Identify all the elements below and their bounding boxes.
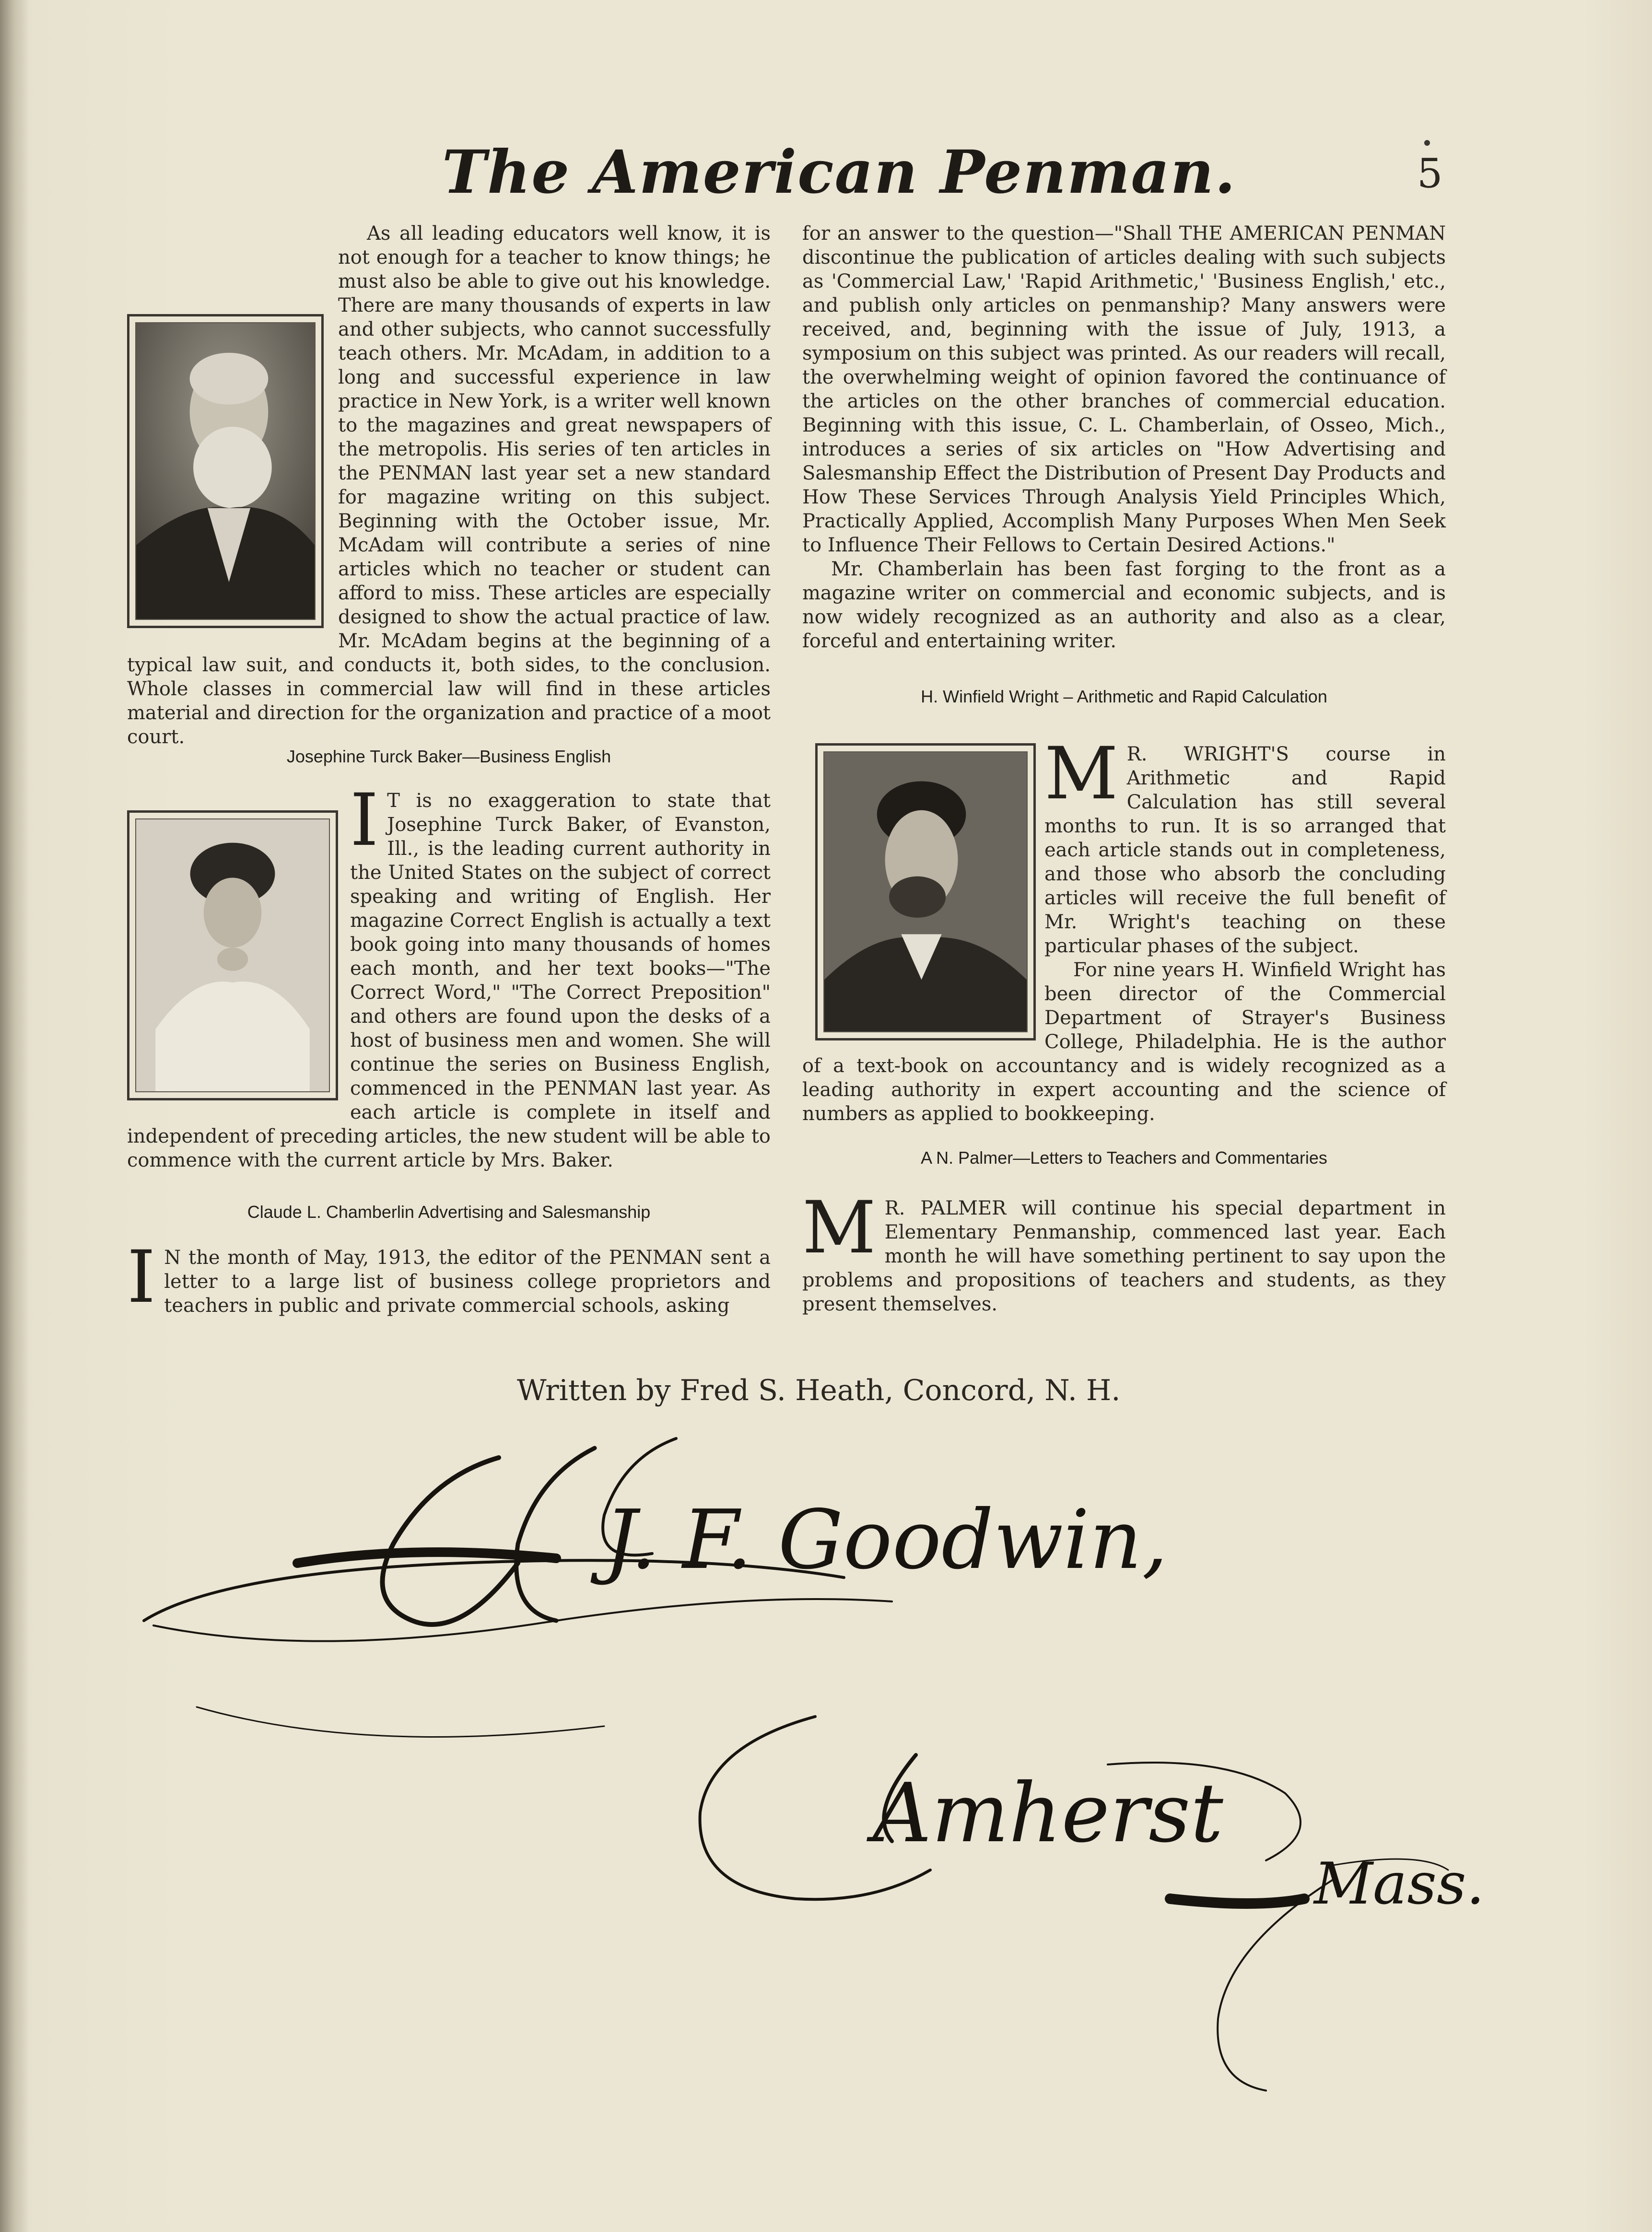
baker-heading: Josephine Turck Baker—Business English bbox=[286, 747, 611, 766]
baker-dropcap: I bbox=[350, 779, 379, 862]
signature-line-goodwin: J. F. Goodwin, bbox=[604, 1493, 1168, 1588]
right-chamberlin-text bbox=[802, 222, 1446, 653]
signature-line-amherst: Amherst bbox=[873, 1766, 1223, 1861]
chamberlin-paragraph: N the month of May, 1913, the editor of the PENMAN sent a letter to a large list of business college proprietors and teachers in public and private commercial schools, asking bbox=[164, 1247, 771, 1317]
wright-paragraph-2: For nine years H. Winfield Wright has been director of the Commercial Department of Strayer's Business College, Philadelphia. He is the author of a text-book on accountancy and is widely recognized as a leading authority in expert accounting and the science of numbers as applied to bookkeeping. bbox=[802, 959, 1446, 1125]
wright-text bbox=[802, 732, 1446, 1126]
chamberlin-cont-paragraph-2: Mr. Chamberlain has been fast forging to the front as a magazine writer on commercial and economic subjects, and is now widely recognized as an authority and also as a clear, forceful and entertaining writer. bbox=[802, 558, 1446, 652]
written-by-caption: Written by Fred S. Heath, Concord, N. H. bbox=[517, 1374, 1121, 1407]
palmer-heading: A N. Palmer—Letters to Teachers and Commentaries bbox=[921, 1148, 1327, 1168]
palmer-dropcap: M bbox=[802, 1186, 876, 1270]
page-number: 5 bbox=[1417, 150, 1443, 197]
chamberlin-dropcap: I bbox=[127, 1236, 156, 1319]
left-intro-text bbox=[127, 222, 771, 749]
masthead-title: The American Penman. bbox=[442, 138, 1237, 207]
photo-spacer bbox=[127, 303, 338, 639]
photo-spacer bbox=[127, 789, 350, 1105]
baker-text bbox=[127, 779, 771, 1172]
mcadam-paragraph: As all leading educators well know, it is not enough for a teacher to know things; he must also be able to give out his knowledge. There are many thousands of experts in law and other subjects, who cannot successfully teach others. Mr. McAdam, in addition to a long and successful experience in law practice in New York, is a writer well known to the magazines and great newspapers of the metropolis. His series of ten articles in the PENMAN last year set a new standard for magazine writing on this subject. Beginning with the October issue, Mr. McAdam will contribute a series of nine articles which no teacher or student can afford to miss. These articles are especially designed to show the actual practice of law. Mr. McAdam begins at the beginning of a typical law suit, and conducts it, both sides, to the conclusion. Whole classes in commercial law will find in these articles material and direction for the organization and practice of a moot court. bbox=[127, 222, 771, 748]
palmer-paragraph: R. PALMER will continue his special department in Elementary Penmanship, commenced last year. Each month he will have something pertinent to say upon the problems and propositions of teachers and students, as they present themselves. bbox=[802, 1197, 1446, 1315]
baker-paragraph: T is no exaggeration to state that Josephine Turck Baker, of Evanston, Ill., is the leading current authority in the United States on the subject of correct speaking and writing of English. Her magazine Correct English is actually a text book going into many thousands of homes each month, and her text books—"The Correct Word," "The Correct Preposition" and others are found upon the desks of a host of business men and women. She will continue the series on Business English, commenced in the PENMAN last year. As each article is complete in itself and independent of preceding articles, the new student will be able to commence with the current article by Mrs. Baker. bbox=[127, 790, 771, 1171]
photo-spacer bbox=[802, 742, 1044, 1044]
wright-paragraph-1: R. WRIGHT'S course in Arithmetic and Rapid Calculation has still several months to run. It is so arranged that each article stands out in completeness, and those who absorb the concluding articles will receive the full benefit of Mr. Wright's teaching on these particular phases of the subject. bbox=[1044, 743, 1446, 957]
signature-flourish bbox=[125, 1419, 1485, 2119]
signature-line-mass: Mass. bbox=[1314, 1851, 1485, 1917]
wright-dropcap: M bbox=[1044, 732, 1118, 816]
chamberlin-cont-paragraph-1: for an answer to the question—"Shall THE AMERICAN PENMAN discontinue the publication of articles dealing with such subjects as 'Commercial Law,' 'Rapid Arithmetic,' 'Business English,' etc., and publish only articles on penmanship? Many answers were received, and, beginning with the issue of July, 1913, a symposium on this subject was printed. As our readers will recall, the overwhelming weight of opinion favored the continuance of the articles on the other branches of commercial education. Beginning with this issue, C. L. Chamberlain, of Osseo, Mich., introduces a series of six articles on "How Advertising and Salesmanship Effect the Distribution of Present Day Products and How These Services Through Analysis Yield Principles Which, Practically Applied, Accomplish Many Purposes When Men Seek to Influence Their Fellows to Certain Desired Actions." bbox=[802, 222, 1446, 556]
ink-dot bbox=[1424, 140, 1430, 146]
wright-heading: H. Winfield Wright – Arithmetic and Rapid Calculation bbox=[921, 687, 1327, 706]
binding-shadow bbox=[0, 0, 29, 2232]
chamberlin-heading: Claude L. Chamberlin Advertising and Salesmanship bbox=[247, 1202, 651, 1222]
chamberlin-text bbox=[127, 1236, 771, 1319]
palmer-text bbox=[802, 1186, 1446, 1316]
